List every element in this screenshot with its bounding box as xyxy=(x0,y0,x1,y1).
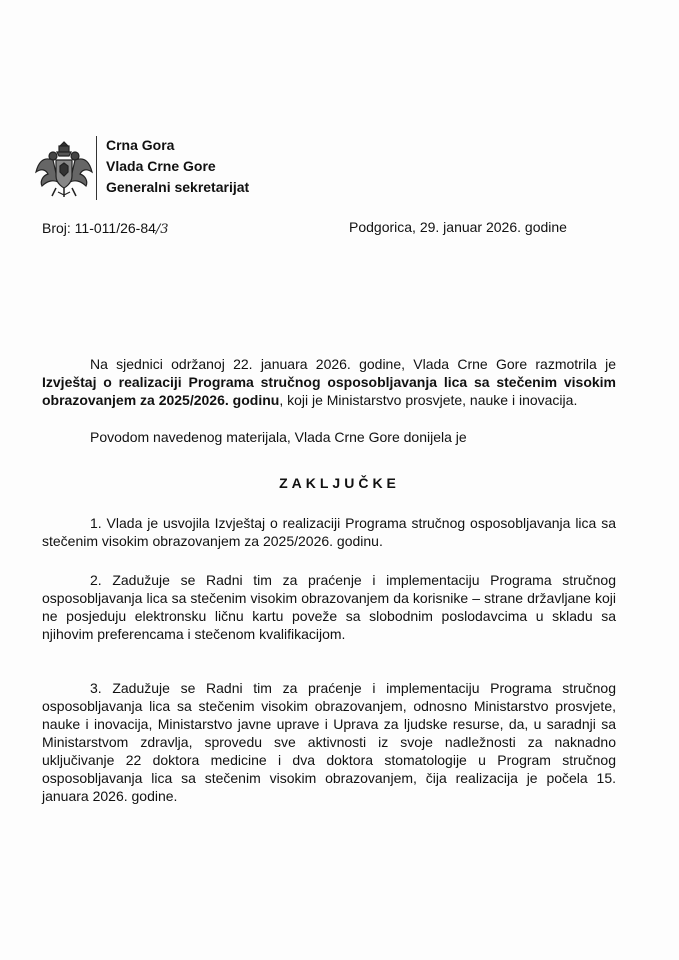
conclusion-item-2: 2. Zadužuje se Radni tim za praćenje i implementaciju Programa stručnog osposobljavanja lica sa stečenim visokim obrazovanjem da korisnike – strane državljane koji ne posjeduju elektronsku ličnu kartu poveže sa slobodnim poslodavcima u skladu sa njihovim preferencama i stečenom kvalifikacijom. xyxy=(42,572,616,642)
conclusions-heading: ZAKLJUČKE xyxy=(279,475,400,491)
intro-before: Na sjednici održanoj 22. januara 2026. godine, Vlada Crne Gore razmotrila je xyxy=(90,356,616,372)
report-title: Izvještaj o realizaciji Programa stručnog osposobljavanja lica sa stečenim visokim obrazovanjem za 2025/2026. godinu xyxy=(42,374,616,408)
intro-paragraph xyxy=(42,355,616,409)
country-name: Crna Gora xyxy=(106,137,175,153)
intro-after: , koji je Ministarstvo prosvjete, nauke i inovacija. xyxy=(279,392,578,408)
coat-of-arms-icon xyxy=(34,136,94,200)
conclusion-item-3: 3. Zadužuje se Radni tim za praćenje i implementaciju Programa stručnog osposobljavanja lica sa stečenim visokim obrazovanjem, odnosno Ministarstvo prosvjete, nauke i inovacija, Ministarstvo javne uprave i Uprava za ljudske resurse, da, u saradnji sa Ministarstvom zdravlja, sprovedu sve aktivnosti iz svoje nadležnosti za naknadno uključivanje 22 doktora medicine i dva doktora stomatologije u Program stručnog osposobljavanja lica sa stečenim visokim obrazovanjem, čija realizacija je počela 15. januara 2026. godine. xyxy=(42,680,616,804)
povodom-paragraph: Povodom navedenog materijala, Vlada Crne Gore donijela je xyxy=(90,429,467,445)
handwritten-suffix: /3 xyxy=(155,222,169,237)
government-name: Vlada Crne Gore xyxy=(106,158,216,174)
institution-header xyxy=(106,135,249,198)
office-name: Generalni sekretarijat xyxy=(106,179,250,195)
header-divider xyxy=(96,136,97,200)
conclusion-item-1: 1. Vlada je usvojila Izvještaj o realizaciji Programa stručnog osposobljavanja lica sa stečenim visokim obrazovanjem za 2025/2026. godinu. xyxy=(42,515,616,549)
reference-number xyxy=(42,220,169,237)
place-date: Podgorica, 29. januar 2026. godine xyxy=(349,219,567,235)
reference-number-text: Broj: 11-011/26-84 xyxy=(42,220,156,236)
